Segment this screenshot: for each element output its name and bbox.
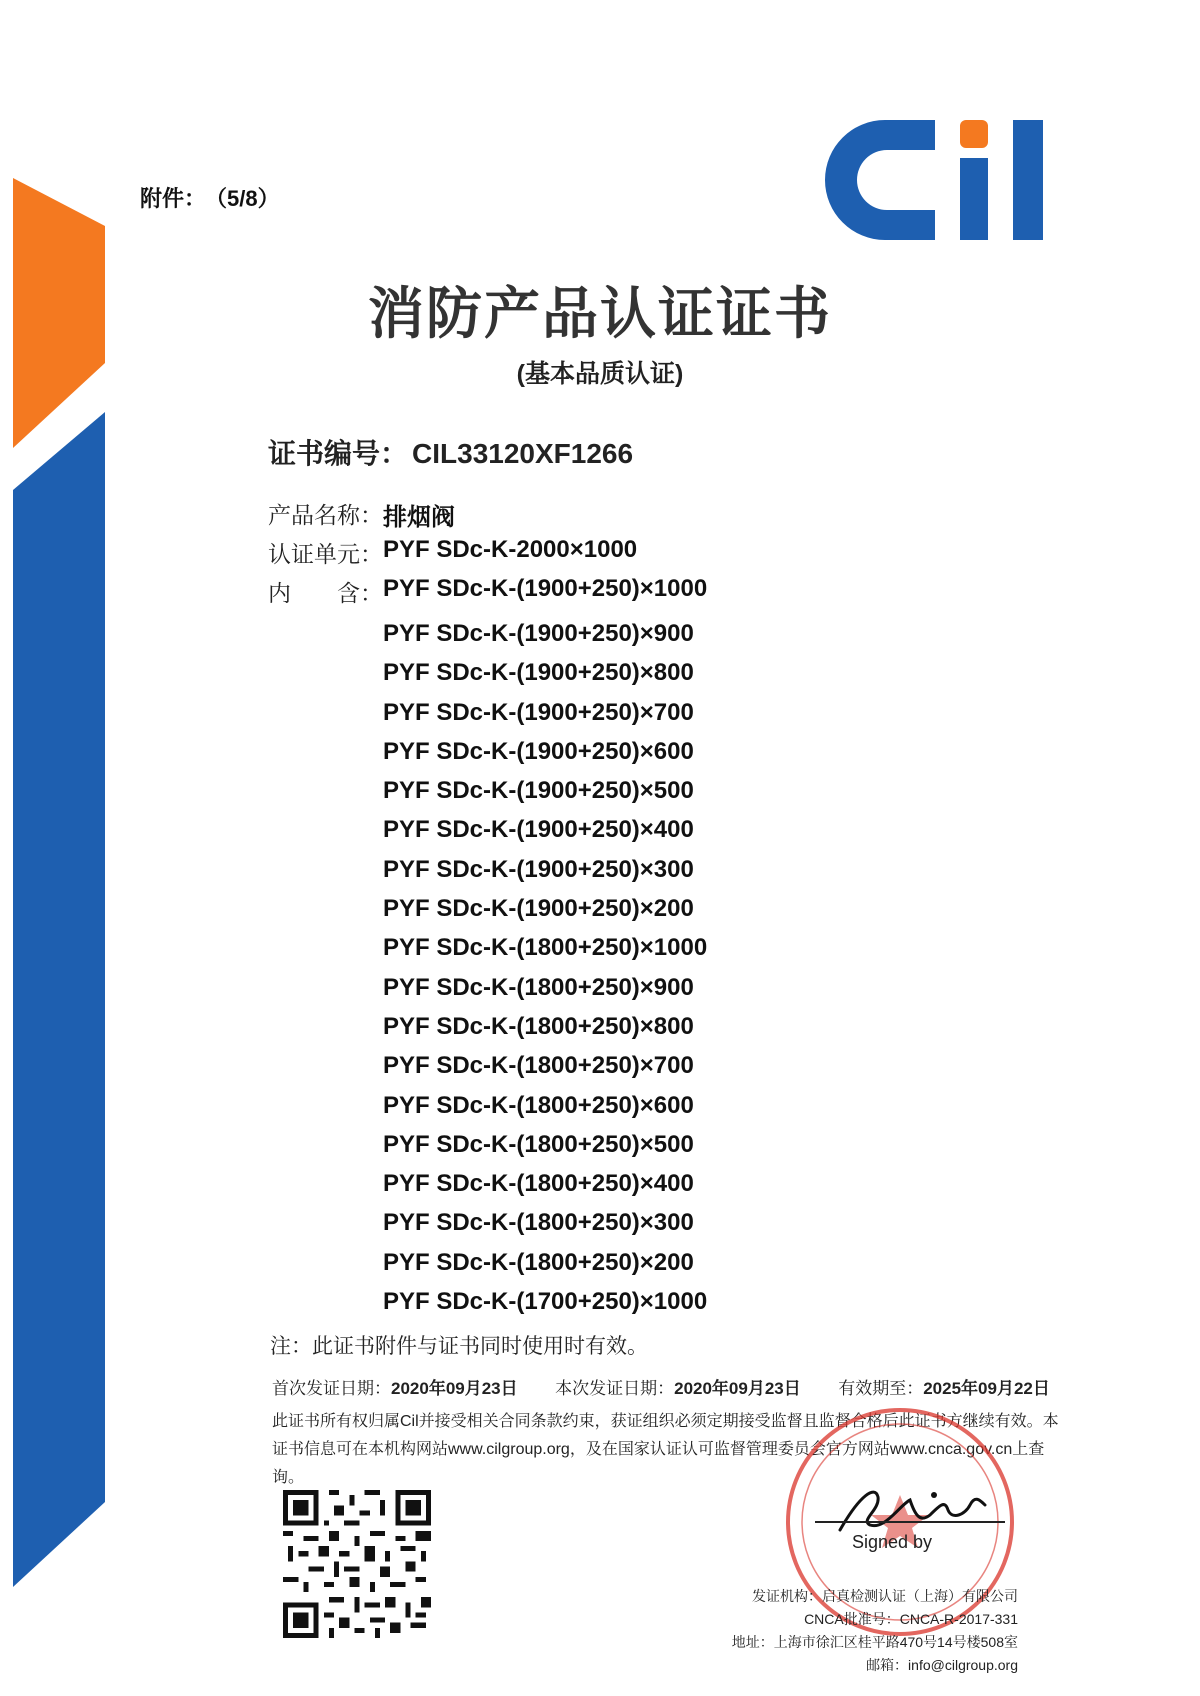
model-item: PYF SDc-K-(1800+250)×200 — [383, 1248, 694, 1276]
model-item: PYF SDc-K-(1800+250)×600 — [383, 1091, 694, 1119]
validity-note: 注：此证书附件与证书同时使用时有效。 — [270, 1335, 648, 1358]
signature-line — [815, 1521, 1005, 1523]
first-issue-date: 2020年09月23日 — [391, 1379, 518, 1398]
ownership-disclaimer: 此证书所有权归属Cil并接受相关合同条款约束，获证组织必须定期接受监督且监督合格后此证书方继续有效。本证书信息可在本机构网站www.cilgroup.org，及在国家认证认可监督管理委员会官方网站www.cnca.gov.cn上查询。 — [272, 1413, 1059, 1486]
signed-by-label: Signed by — [852, 1532, 933, 1552]
certificate-number-value: CIL33120XF1266 — [412, 438, 634, 469]
model-item: PYF SDc-K-(1900+250)×400 — [383, 816, 694, 844]
model-item: PYF SDc-K-(1800+250)×700 — [383, 1052, 694, 1080]
attachment-label: 附件： — [140, 186, 207, 211]
first-issue-label: 首次发证日期： — [272, 1379, 391, 1398]
certification-unit-value: PYF SDc-K-2000×1000 — [383, 536, 638, 563]
model-item: PYF SDc-K-(1900+250)×500 — [383, 777, 694, 805]
certification-unit-row — [268, 536, 638, 569]
qr-code[interactable] — [283, 1490, 431, 1638]
certificate-number-separator: ： — [380, 438, 409, 469]
certification-unit-label: 认证单元： — [268, 541, 383, 567]
model-item: PYF SDc-K-(1800+250)×800 — [383, 1012, 694, 1040]
issue-dates — [272, 1374, 1050, 1399]
attachment-page: （5/8） — [216, 186, 280, 211]
certificate-title: 消防产品认证证书 — [368, 282, 832, 345]
model-item: PYF SDc-K-(1900+250)×300 — [383, 855, 694, 883]
model-item: PYF SDc-K-(1900+250)×600 — [383, 737, 694, 765]
issuer-info — [732, 1585, 1018, 1677]
model-list — [383, 614, 707, 1321]
contains-label: 内 含： — [268, 580, 383, 606]
model-item: PYF SDc-K-(1900+250)×200 — [383, 895, 694, 923]
attachment-indicator — [140, 182, 290, 213]
current-issue-label: 本次发证日期： — [555, 1379, 675, 1398]
valid-until-date: 2025年09月22日 — [923, 1379, 1050, 1398]
model-item: PYF SDc-K-(1800+250)×900 — [383, 973, 694, 1001]
cil-logo — [815, 100, 1060, 260]
model-item: PYF SDc-K-(1900+250)×700 — [383, 698, 694, 726]
certificate-number-label: 证书编号 — [268, 438, 381, 469]
handwritten-signature — [830, 1475, 1000, 1540]
contains-row — [268, 575, 708, 608]
model-item: PYF SDc-K-(1900+250)×900 — [383, 620, 694, 647]
model-item: PYF SDc-K-(1800+250)×400 — [383, 1170, 694, 1198]
issuing-organization: 发证机构：启真检测认证（上海）有限公司 — [752, 1588, 1018, 1604]
product-name-value: 排烟阀 — [383, 504, 455, 531]
model-item: PYF SDc-K-(1800+250)×1000 — [383, 934, 708, 962]
issuer-address: 地址：上海市徐汇区桂平路470号14号楼508室 — [731, 1634, 1018, 1650]
current-issue-date: 2020年09月23日 — [674, 1379, 801, 1398]
contains-first-model: PYF SDc-K-(1900+250)×1000 — [383, 575, 708, 602]
product-name-label: 产品名称： — [268, 502, 383, 528]
cnca-approval-number: CNCA批准号：CNCA-R-2017-331 — [804, 1611, 1018, 1627]
model-item: PYF SDc-K-(1900+250)×800 — [383, 659, 694, 687]
product-name-row — [268, 497, 455, 531]
issuer-email: 邮箱：info@cilgroup.org — [866, 1657, 1018, 1673]
model-item: PYF SDc-K-(1800+250)×500 — [383, 1130, 694, 1158]
valid-until-label: 有效期至： — [838, 1379, 924, 1398]
model-item: PYF SDc-K-(1700+250)×1000 — [383, 1288, 708, 1316]
certificate-subtitle: (基本品质认证) — [516, 360, 684, 388]
certificate-number — [268, 432, 633, 472]
blue-stripe-decoration — [13, 412, 105, 1587]
model-item: PYF SDc-K-(1800+250)×300 — [383, 1209, 694, 1237]
